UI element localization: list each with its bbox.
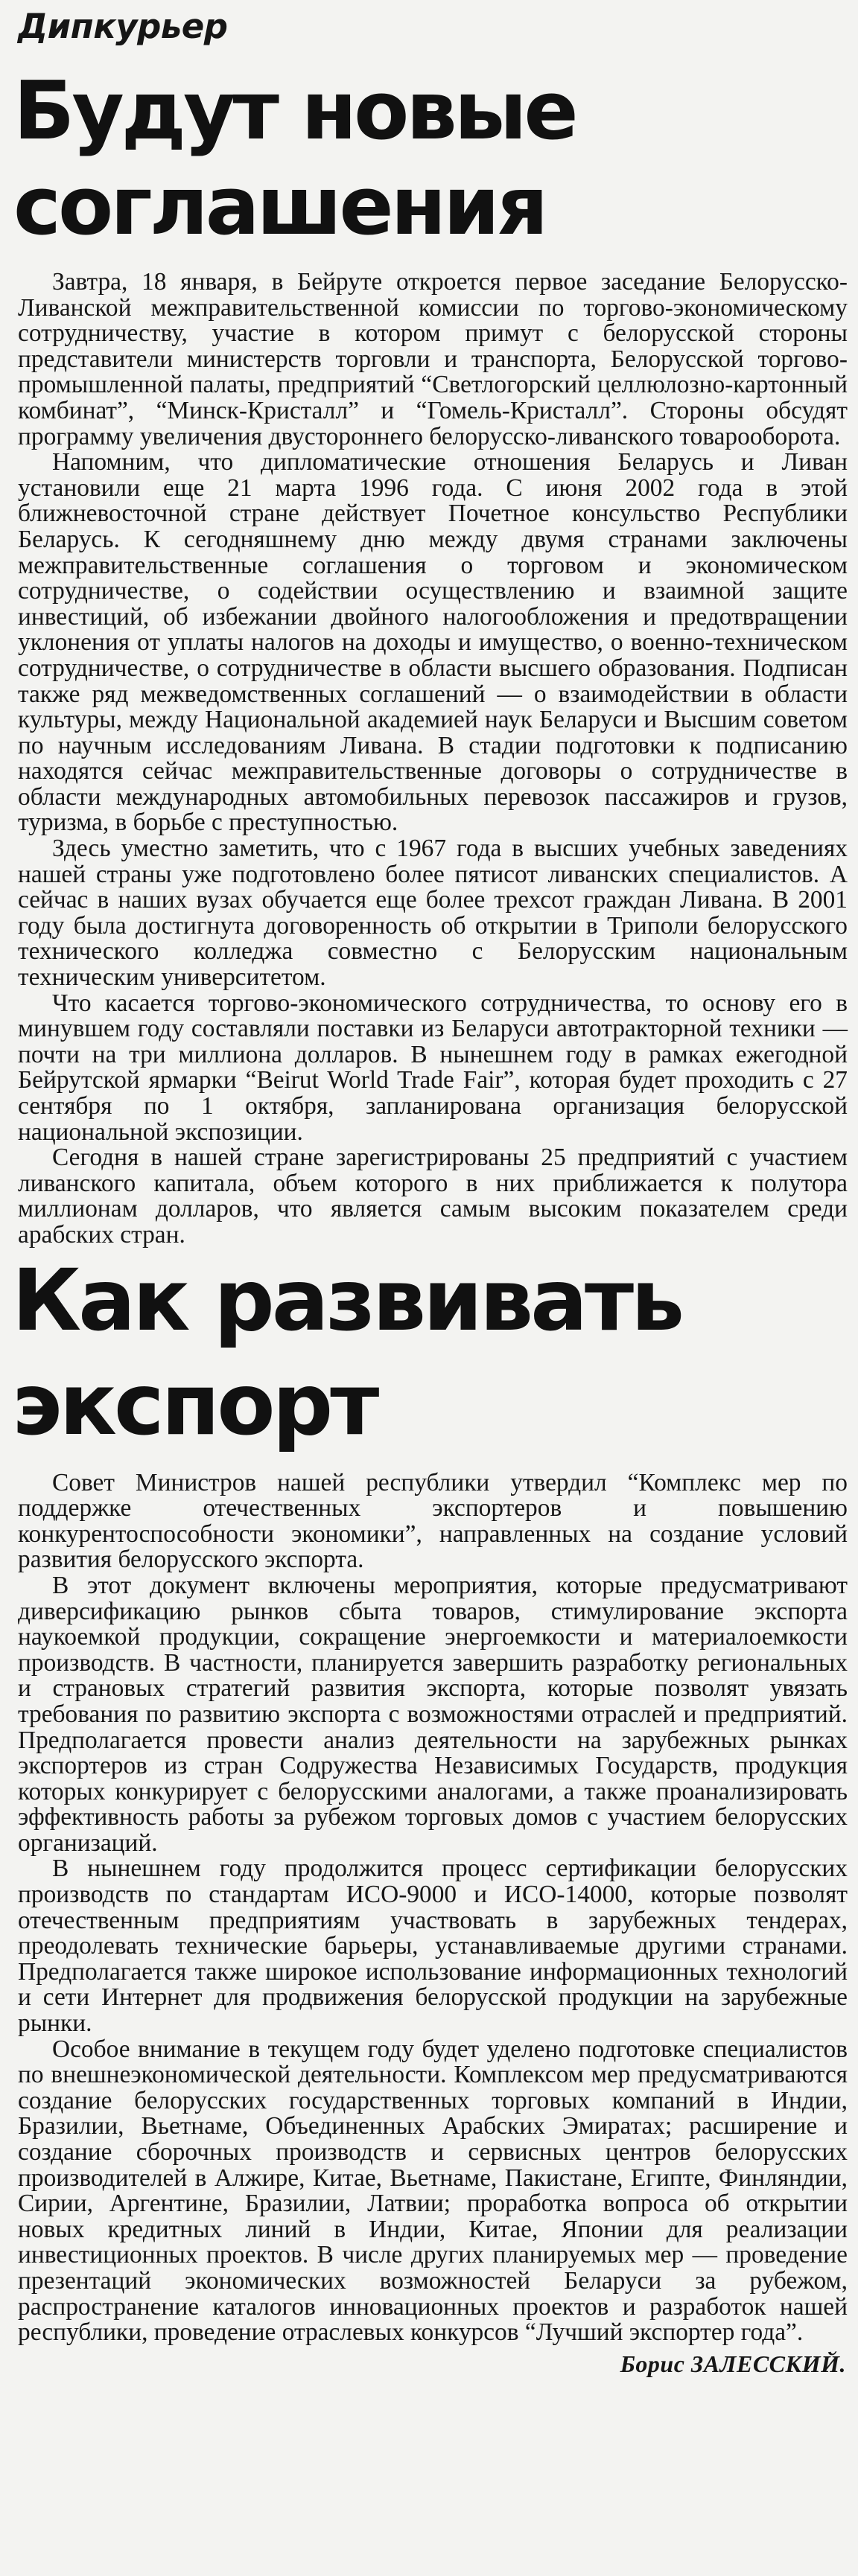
article2-paragraph: В этот документ включены мероприятия, которые предусматривают диверсификацию рынков сбыта товаров, стимулирование экспорта наукоемкой продукции, сокращение энергоемкости и материалоемкости производств. В частности, планируется завершить разработку региональных и страновых стратегий развития экспорта, которые позволят увязать требования по развитию экспорта с возможностями отраслей и предприятий. Предполагается провести анализ деятельности на зарубежных рынках экспортеров из стран Содружества Независимых Государств, продукция которых конкурирует с белорусскими аналогами, а также проанализировать эффективность работы за рубежом торговых домов с участием белорусских организаций. [18, 1571, 848, 1857]
article1-body [18, 270, 848, 1249]
article2-headline [12, 1249, 848, 1457]
article1-paragraph: Сегодня в нашей стране зарегистрированы 25 предприятий с участием ливанского капитала, объем которого в них приближается к полутора миллионам долларов, что является самым высоким показателем среди арабских стран. [18, 1144, 848, 1249]
article1-headline-line: соглашения [13, 160, 546, 253]
article2-headline-line: экспорт [12, 1354, 377, 1454]
article1-paragraph: Здесь уместно заметить, что с 1967 года в высших учебных заведениях нашей страны уже подготовлено более пятисот ливанских специалистов. А сейчас в наших вузах обучается еще более трехсот граждан Ливана. В 2001 году была достигнута договоренность об открытии в Триполи белорусского технического колледжа совместно с Белорусским национальным техническим университетом. [18, 835, 848, 992]
article1-paragraph: Что касается торгово-экономического сотрудничества, то основу его в минувшем году составляли поставки из Беларуси автотракторной техники — почти на три миллиона долларов. В нынешнем году в рамках ежегодной Бейрутской ярмарки “Beirut World Trade Fair”, которая будет проходить с 27 сентября по 1 октября, запланирована организация белорусской национальной экспозиции. [18, 989, 848, 1146]
article2-body [18, 1470, 848, 2346]
article1-paragraph: Завтра, 18 января, в Бейруте откроется первое заседание Белорусско-Ливанской межправительственной комиссии по торгово-экономическому сотрудничеству, участие в котором примут с белорусской стороны представители министерств торговли и транспорта, Белорусской торгово-промышленной палаты, предприятий “Светлогорский целлюлозно-картонный комбинат”, “Минск-Кристалл” и “Гомель-Кристалл”. Стороны обсудят программу увеличения двустороннего белорусско-ливанского товарооборота. [18, 268, 848, 450]
article2-headline-line: Как развивать [12, 1250, 682, 1350]
author-byline: Борис ЗАЛЕССКИЙ. [620, 2350, 846, 2377]
article2-paragraph: Особое внимание в текущем году будет уделено подготовке специалистов по внешнеэкономической деятельности. Комплексом мер предусматриваются создание белорусских государственных торговых компаний в Индии, Бразилии, Вьетнаме, Объединенных Арабских Эмиратах; расширение и создание сборочных производств и сервисных центров белорусских производителей в Алжире, Китае, Вьетнаме, Пакистане, Египте, Финляндии, Сирии, Аргентине, Бразилии, Латвии; проработка вопроса об открытии новых кредитных линий в Индии, Китае, Японии для реализации инвестиционных проектов. В числе других планируемых мер — проведение презентаций экономических возможностей Беларуси за рубежом, распространение каталогов инновационных проектов и разработок нашей республики, проведение отраслевых конкурсов “Лучший экспортер года”. [18, 2035, 848, 2347]
article2-paragraph: В нынешнем году продолжится процесс сертификации белорусских производств по стандартам ИСО-9000 и ИСО-14000, которые позволят отечественным предприятиям участвовать в зарубежных тендерах, преодолевать технические барьеры, устанавливаемые другими странами. Предполагается также широкое использование информационных технологий и сети Интернет для продвижения белорусской продукции на зарубежные рынки. [18, 1855, 848, 2038]
article1-headline [13, 64, 848, 255]
article1-headline-line: Будут новые [13, 65, 576, 158]
article1-paragraph: Напомним, что дипломатические отношения Беларусь и Ливан установили еще 21 марта 1996 года. С июня 2002 года в этой ближневосточной стране действует Почетное консульство Республики Беларусь. К сегодняшнему дню между двумя странами заключены межправительственные соглашения о торговом и экономическом сотрудничестве, о содействии осуществлению и взаимной защите инвестиций, об избежании двойного налогообложения и предотвращении уклонения от уплаты налогов на доходы и имущество, о военно-техническом сотрудничестве, о сотрудничестве в области высшего образования. Подписан также ряд межведомственных соглашений — о взаимодействии в области культуры, между Национальной академией наук Беларуси и Высшим советом по научным исследованиям Ливана. В стадии подготовки к подписанию находятся сейчас межправительственные договоры о сотрудничестве в области международных автомобильных перевозок пассажиров и грузов, туризма, в борьбе с преступностью. [18, 448, 848, 837]
article2-paragraph: Совет Министров нашей республики утвердил “Комплекс мер по поддержке отечественных экспортеров и повышению конкурентоспособности экономики”, направленных на создание условий развития белорусского экспорта. [18, 1468, 848, 1574]
section-rubric: Дипкурьер [18, 7, 228, 46]
